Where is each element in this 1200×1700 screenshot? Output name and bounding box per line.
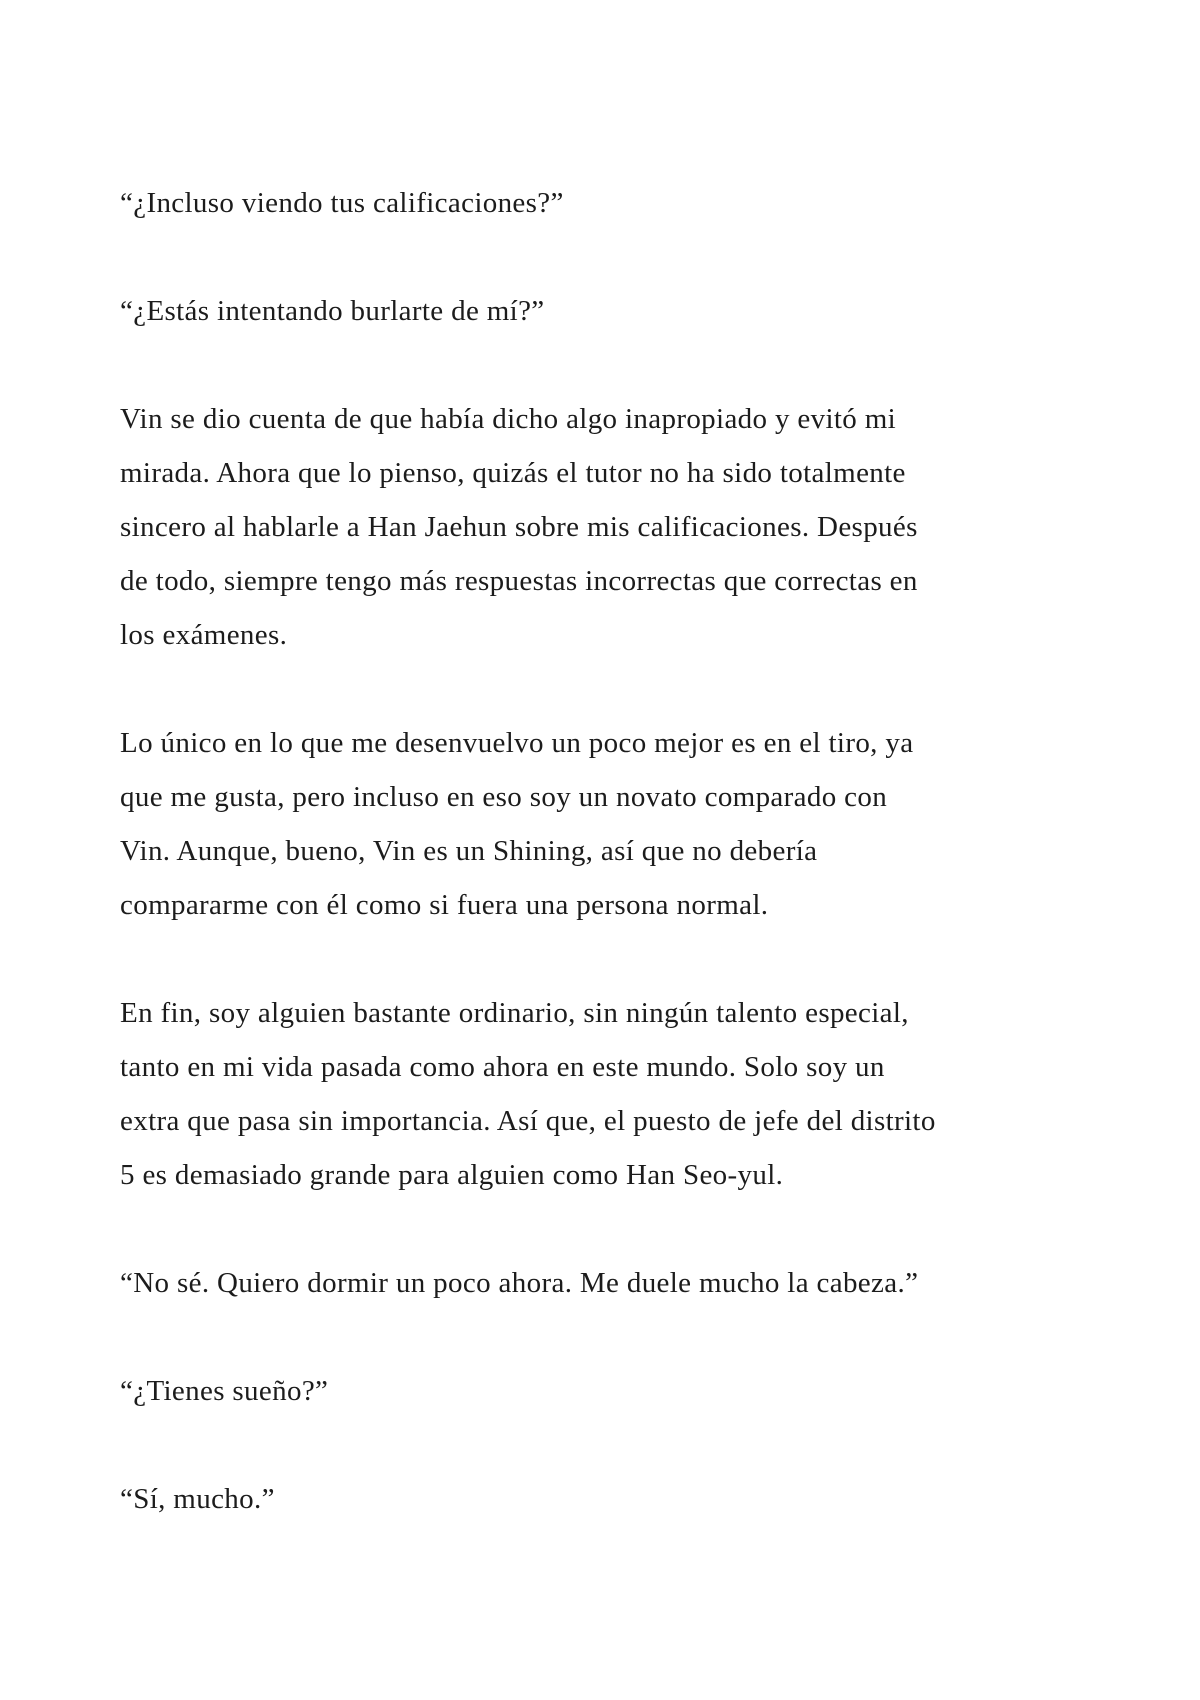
paragraph-dialogue-sleepy: “¿Tienes sueño?”	[120, 1375, 329, 1407]
paragraph-vin-glance: Vin se dio cuenta de que había dicho algo inapropiado y evitó mi mirada. Ahora que lo pienso, quizás el tutor no ha sido totalmente sincero al hablarle a Han Jaehun sobre mis calificaciones. Después de todo, siempre tengo más respuestas incorrectas que correctas en los exámenes.	[120, 403, 918, 651]
paragraph-dialogue-sleep: “No sé. Quiero dormir un poco ahora. Me duele mucho la cabeza.”	[120, 1267, 919, 1299]
paragraph-shooting: Lo único en lo que me desenvuelvo un poco mejor es en el tiro, ya que me gusta, pero incluso en eso soy un novato comparado con Vin. Aunque, bueno, Vin es un Shining, así que no debería compararme con él como si fuera una persona normal.	[120, 727, 914, 921]
paragraph-dialogue-yes: “Sí, mucho.”	[120, 1483, 275, 1515]
paragraph-dialogue-grades: “¿Incluso viendo tus calificaciones?”	[120, 187, 564, 219]
paragraph-dialogue-mock: “¿Estás intentando burlarte de mí?”	[120, 295, 545, 327]
paragraph-ordinary: En fin, soy alguien bastante ordinario, sin ningún talento especial, tanto en mi vida pasada como ahora en este mundo. Solo soy un extra que pasa sin importancia. Así que, el puesto de jefe del distrito 5 es demasiado grande para alguien como Han Seo-yul.	[120, 997, 936, 1191]
